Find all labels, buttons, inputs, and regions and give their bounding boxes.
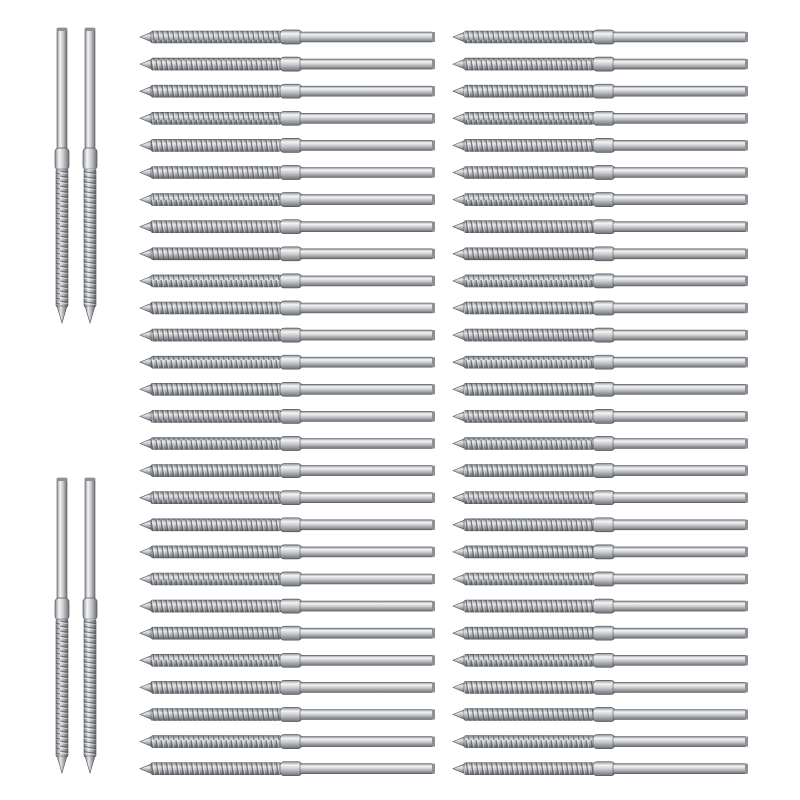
vertical-screw — [83, 478, 97, 773]
horizontal-screw — [140, 193, 435, 207]
horizontal-screw — [453, 518, 748, 532]
horizontal-screw — [140, 57, 435, 71]
horizontal-screw — [453, 735, 748, 749]
horizontal-screw — [140, 138, 435, 152]
horizontal-screw — [140, 762, 435, 776]
horizontal-screw — [140, 437, 435, 451]
horizontal-screw — [140, 464, 435, 478]
horizontal-screw — [453, 491, 748, 505]
horizontal-screw — [140, 626, 435, 640]
vertical-screw — [83, 28, 97, 323]
horizontal-screw — [453, 680, 748, 694]
horizontal-screw — [453, 274, 748, 288]
horizontal-screw — [453, 653, 748, 667]
horizontal-screw — [140, 247, 435, 261]
horizontal-screw — [453, 328, 748, 342]
horizontal-screw — [453, 84, 748, 98]
horizontal-screw — [140, 545, 435, 559]
horizontal-screw — [140, 355, 435, 369]
horizontal-screw — [453, 545, 748, 559]
horizontal-screw — [140, 30, 435, 44]
horizontal-screw — [453, 599, 748, 613]
vertical-screw — [55, 28, 69, 323]
horizontal-screw — [453, 572, 748, 586]
horizontal-screw — [453, 382, 748, 396]
horizontal-screw — [140, 84, 435, 98]
horizontal-screw — [140, 735, 435, 749]
horizontal-screw — [140, 491, 435, 505]
vertical-screw — [55, 478, 69, 773]
horizontal-screw — [140, 328, 435, 342]
horizontal-screw — [453, 138, 748, 152]
horizontal-screw — [140, 409, 435, 423]
horizontal-screw — [453, 57, 748, 71]
horizontal-screw — [453, 193, 748, 207]
horizontal-screw — [453, 166, 748, 180]
horizontal-screw — [140, 301, 435, 315]
horizontal-screw — [453, 437, 748, 451]
horizontal-screw — [140, 653, 435, 667]
horizontal-screw — [140, 166, 435, 180]
horizontal-screw — [453, 220, 748, 234]
horizontal-screw — [453, 301, 748, 315]
horizontal-screw — [453, 708, 748, 722]
horizontal-screw — [140, 220, 435, 234]
horizontal-screw — [453, 626, 748, 640]
horizontal-screw — [453, 409, 748, 423]
horizontal-screw — [453, 355, 748, 369]
horizontal-screw — [453, 464, 748, 478]
horizontal-screw — [453, 111, 748, 125]
horizontal-screw — [453, 762, 748, 776]
horizontal-screw — [140, 572, 435, 586]
horizontal-screw — [140, 599, 435, 613]
horizontal-screw — [140, 708, 435, 722]
horizontal-screw — [140, 680, 435, 694]
horizontal-screw — [140, 274, 435, 288]
horizontal-screw — [140, 111, 435, 125]
horizontal-screw — [453, 30, 748, 44]
horizontal-screw — [453, 247, 748, 261]
horizontal-screw — [140, 518, 435, 532]
horizontal-screw — [140, 382, 435, 396]
